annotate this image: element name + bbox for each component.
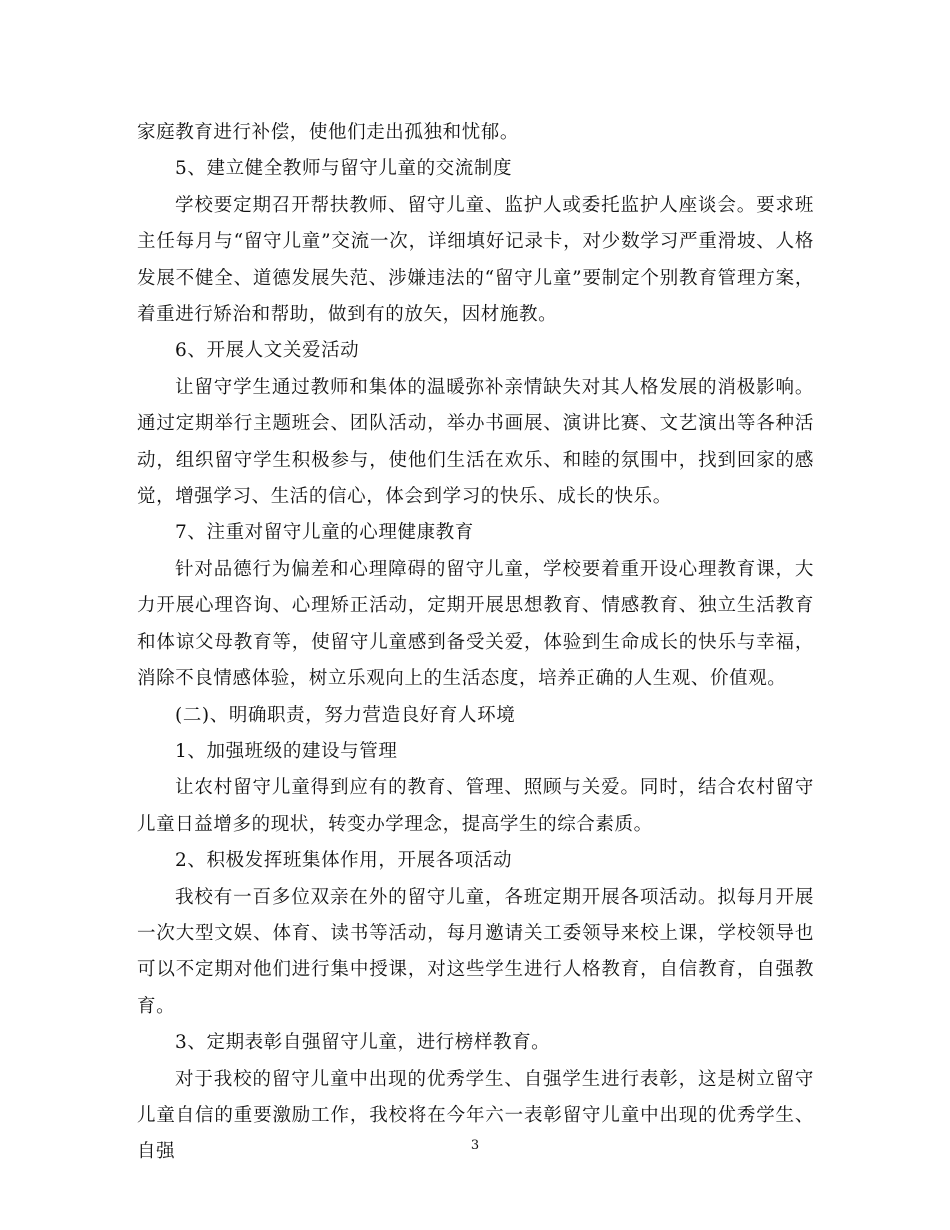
section-heading: 3、定期表彰自强留守儿童，进行榜样教育。: [175, 1032, 551, 1054]
paragraph: 让农村留守儿童得到应有的教育、管理、照顾与关爱。同时，结合农村留守儿童日益增多的现状，转变办学理念，提高学生的综合素质。: [137, 777, 814, 835]
paragraph: 对于我校的留守儿童中出现的优秀学生、自强学生进行表彰，这是树立留守儿童自信的重要激励工作，我校将在今年六一表彰留守儿童中出现的优秀学生、自强: [137, 1068, 814, 1163]
section-heading: 7、注重对留守儿童的心理健康教育: [175, 522, 474, 544]
paragraph: 我校有一百多位双亲在外的留守儿童，各班定期开展各项活动。拟每月开展一次大型文娱、体育、读书等活动，每月邀请关工委领导来校上课，学校领导也可以不定期对他们进行集中授课，对这些学生进行人格教育，自信教育，自强教育。: [137, 886, 814, 1017]
section-heading: 6、开展人文关爱活动: [175, 340, 360, 362]
page-number: 3: [470, 1138, 480, 1153]
section-heading: 5、建立健全教师与留守儿童的交流制度: [175, 158, 513, 180]
paragraph: 学校要定期召开帮扶教师、留守儿童、监护人或委托监护人座谈会。要求班主任每月与“留守儿童”交流一次，详细填好记录卡，对少数学习严重滑坡、人格发展不健全、道德发展失范、涉嫌违法的“留守儿童”要制定个别教育管理方案，着重进行矫治和帮助，做到有的放矢，因材施教。: [137, 194, 814, 326]
document-body: [137, 115, 814, 1171]
section-heading: (二)、明确职责，努力营造良好育人环境: [175, 704, 516, 726]
paragraph: 家庭教育进行补偿，使他们走出孤独和忧郁。: [137, 122, 520, 143]
section-heading: 1、加强班级的建设与管理: [175, 740, 398, 762]
paragraph: 针对品德行为偏差和心理障碍的留守儿童，学校要着重开设心理教育课，大力开展心理咨询、心理矫正活动，定期开展思想教育、情感教育、独立生活教育和体谅父母教育等，使留守儿童感到备受关爱，体验到生命成长的快乐与幸福，消除不良情感体验，树立乐观向上的生活态度，培养正确的人生观、价值观。: [137, 558, 814, 690]
section-heading: 2、积极发挥班集体作用，开展各项活动: [175, 850, 513, 872]
paragraph: 让留守学生通过教师和集体的温暖弥补亲情缺失对其人格发展的消极影响。通过定期举行主题班会、团队活动，举办书画展、演讲比赛、文艺演出等各种活动，组织留守学生积极参与，使他们生活在欢乐、和睦的氛围中，找到回家的感觉，增强学习、生活的信心，体会到学习的快乐、成长的快乐。: [137, 376, 814, 508]
